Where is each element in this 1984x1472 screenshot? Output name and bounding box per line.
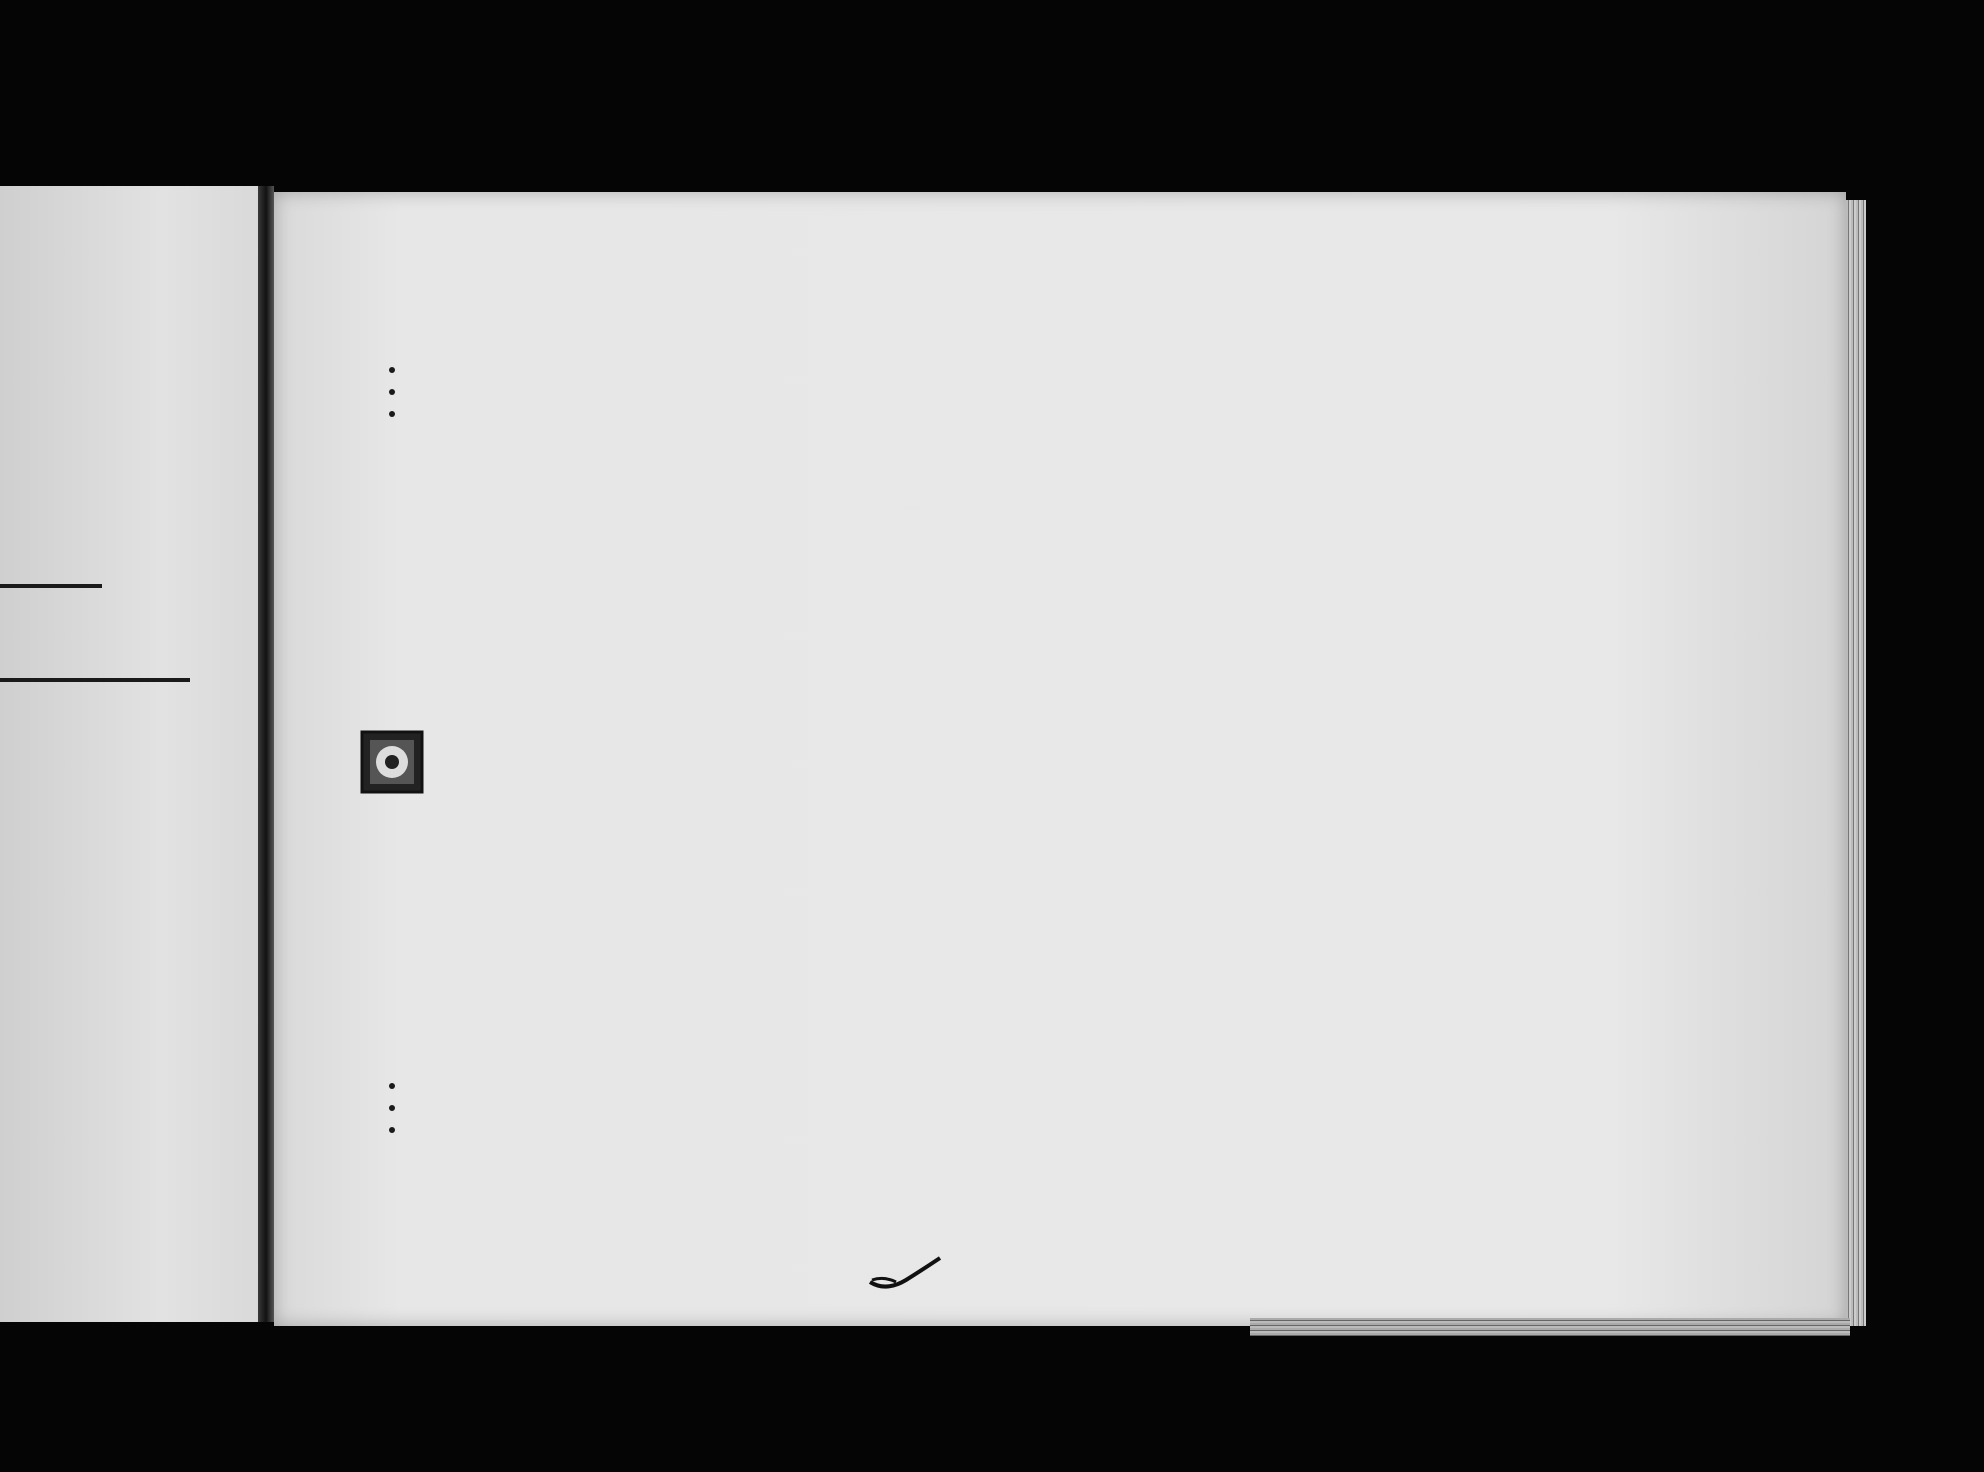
book-gutter	[258, 186, 274, 1322]
page-bottom-edge	[1250, 1318, 1850, 1336]
left-page	[0, 186, 270, 1322]
ink-stroke-mark	[866, 1252, 946, 1292]
center-medallion-icon	[362, 732, 422, 792]
page-edge	[1846, 200, 1866, 1326]
heading-underline-1	[0, 584, 102, 588]
right-page	[274, 192, 1846, 1326]
decorative-border-ornament	[356, 360, 428, 1140]
heading-underline-2	[0, 678, 190, 682]
